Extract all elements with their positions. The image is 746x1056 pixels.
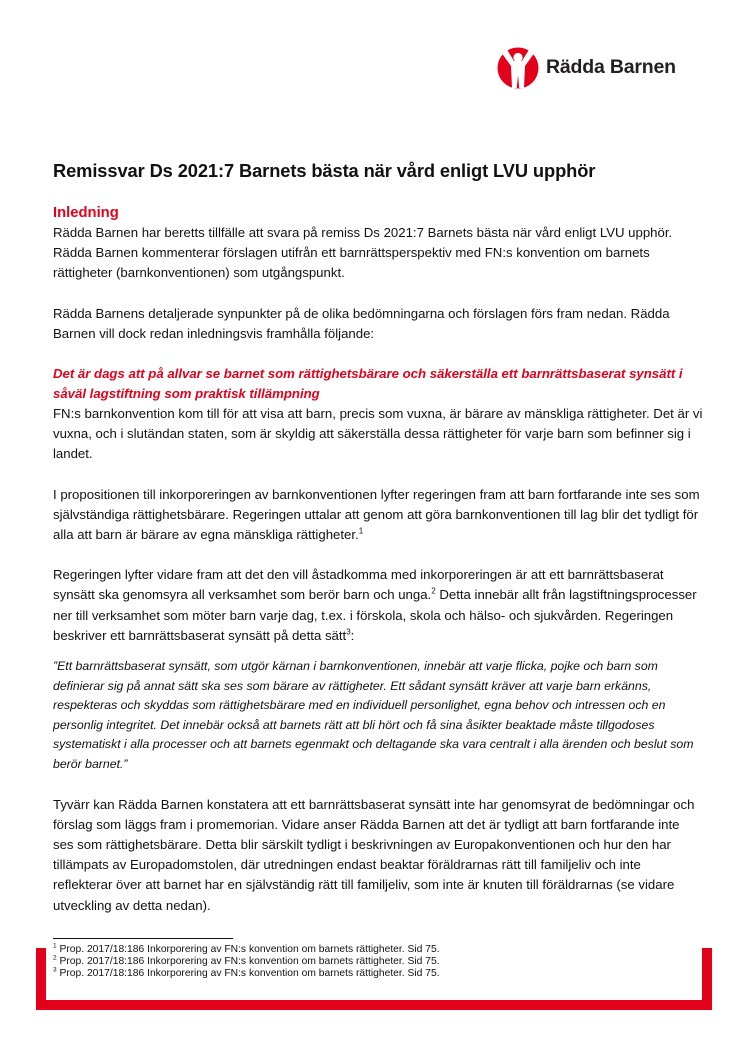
footnote-3-number: 3 (53, 966, 57, 974)
paragraph-intro-2: Rädda Barnens detaljerade synpunkter på de olika bedömningarna och förslagen förs fram nedan. Rädda Barnen vill dock redan inledningsvis framhålla följande: (53, 305, 670, 341)
footnote-1-number: 1 (53, 942, 57, 950)
paragraph-rights-3-text-a: Regeringen lyfter vidare fram att det den vill åstadkomma med inkorporeringen är att ett barnrättsbaserat synsätt ska genomsyra all verksamhet som berör barn och unga. (53, 567, 664, 603)
paragraph-rights-1: FN:s barnkonvention kom till för att visa att barn, precis som vuxna, är bärare av mänskliga rättigheter. Det är vi vuxna, och i slutändan staten, som är skyldig att säkerställa dessa rättigheter för varje barn som befinner sig i landet. (53, 406, 703, 462)
footnote-ref-1[interactable]: 1 (358, 526, 364, 536)
paragraph-intro: Rädda Barnen har beretts tillfälle att svara på remiss Ds 2021:7 Barnets bästa när vård enligt LVU upphör. Rädda Barnen kommenterar förslagen utifrån ett barnrättsperspektiv med FN:s konvention om barnets rättigheter (barnkonventionen) som utgångspunkt. (53, 225, 673, 281)
footnote-2-text: Prop. 2017/18:186 Inkorporering av FN:s konvention om barnets rättigheter. Sid 75. (56, 956, 440, 968)
bottom-red-frame (36, 948, 712, 1010)
paragraph-rights-4: Tyvärr kan Rädda Barnen konstatera att ett barnrättsbaserat synsätt inte har genomsyrat de bedömningar och förslag som läggs fram i promemorian. Vidare anser Rädda Barnen att det är tydligt att barn fortfarande inte ses som rättighetsbärare. Detta blir särskilt tydligt i beskrivningen av Europakonventionen och hur den har tillämpats av Europadomstolen, där utredningen endast beaktar föräldrarnas rätt till familjeliv och inte reflekterar över att barnet har en självständig rätt till familjeliv, som inte är knuten till föräldrarnas (se vidare utveckling av detta nedan). (53, 796, 695, 913)
brand-logo (496, 42, 676, 92)
footnote-2-number: 2 (53, 954, 57, 962)
paragraph-rights-3-text-c: : (350, 627, 355, 643)
section-heading-rights: Det är dags att på allvar se barnet som rättighetsbärare och säkerställa ett barnrättsbaserat synsätt i såväl lagstiftning som praktisk tillämpning (53, 366, 683, 402)
brand-name: Rädda Barnen (546, 55, 676, 78)
paragraph-rights-3-text-b: Detta innebär allt från lagstiftningsprocesser ner till verksamhet som möter barn varje dag, t.ex. i förskola, skola och hälso- och sjukvården. Regeringen beskriver ett barnrättsbaserat synsätt på detta sätt (53, 587, 697, 643)
paragraph-rights-2-text: I propositionen till inkorporeringen av barnkonventionen lyfter regeringen fram att barn fortfarande inte ses som självständiga rättighetsbärare. Regeringen uttalar att genom att göra barnkonventionen till lag blir det tydligt för alla att barn är bärare av egna mänskliga rättigheter. (53, 486, 700, 543)
paragraph-rights-3 (53, 565, 703, 646)
footnote-divider (53, 938, 233, 939)
document-body (53, 156, 703, 980)
footnote-ref-2[interactable]: 2 (431, 587, 436, 597)
child-figure-icon (496, 42, 540, 92)
section-heading-inledning: Inledning (53, 205, 119, 221)
block-quote: ”Ett barnrättsbaserat synsätt, som utgör kärnan i barnkonventionen, innebär att varje flicka, pojke och barn som definierar sig på annat sätt ska ses som bärare av rättigheter. Ett sådant synsätt kräver att varje barn erkänns, respekteras och skyddas som rättighetsbärare med en individuell personlighet, egna behov och intressen och en personlig integritet. Det innebär också att barnets rätt att bli hört och få sina åsikter beaktade måste tillgodoses systematiskt i alla processer och att barnets egenmakt och deltagande ska vara centralt i alla ärenden och beslut som berör barnet.” (53, 659, 694, 772)
footnote-ref-3[interactable]: 3 (346, 627, 351, 637)
page-title: Remissvar Ds 2021:7 Barnets bästa när vård enligt LVU upphör (53, 160, 596, 181)
footnote-1-text: Prop. 2017/18:186 Inkorporering av FN:s konvention om barnets rättigheter. Sid 75. (56, 943, 440, 955)
footnote-3-text: Prop. 2017/18:186 Inkorporering av FN:s konvention om barnets rättigheter. Sid 75. (56, 968, 440, 980)
paragraph-rights-2 (53, 485, 703, 546)
